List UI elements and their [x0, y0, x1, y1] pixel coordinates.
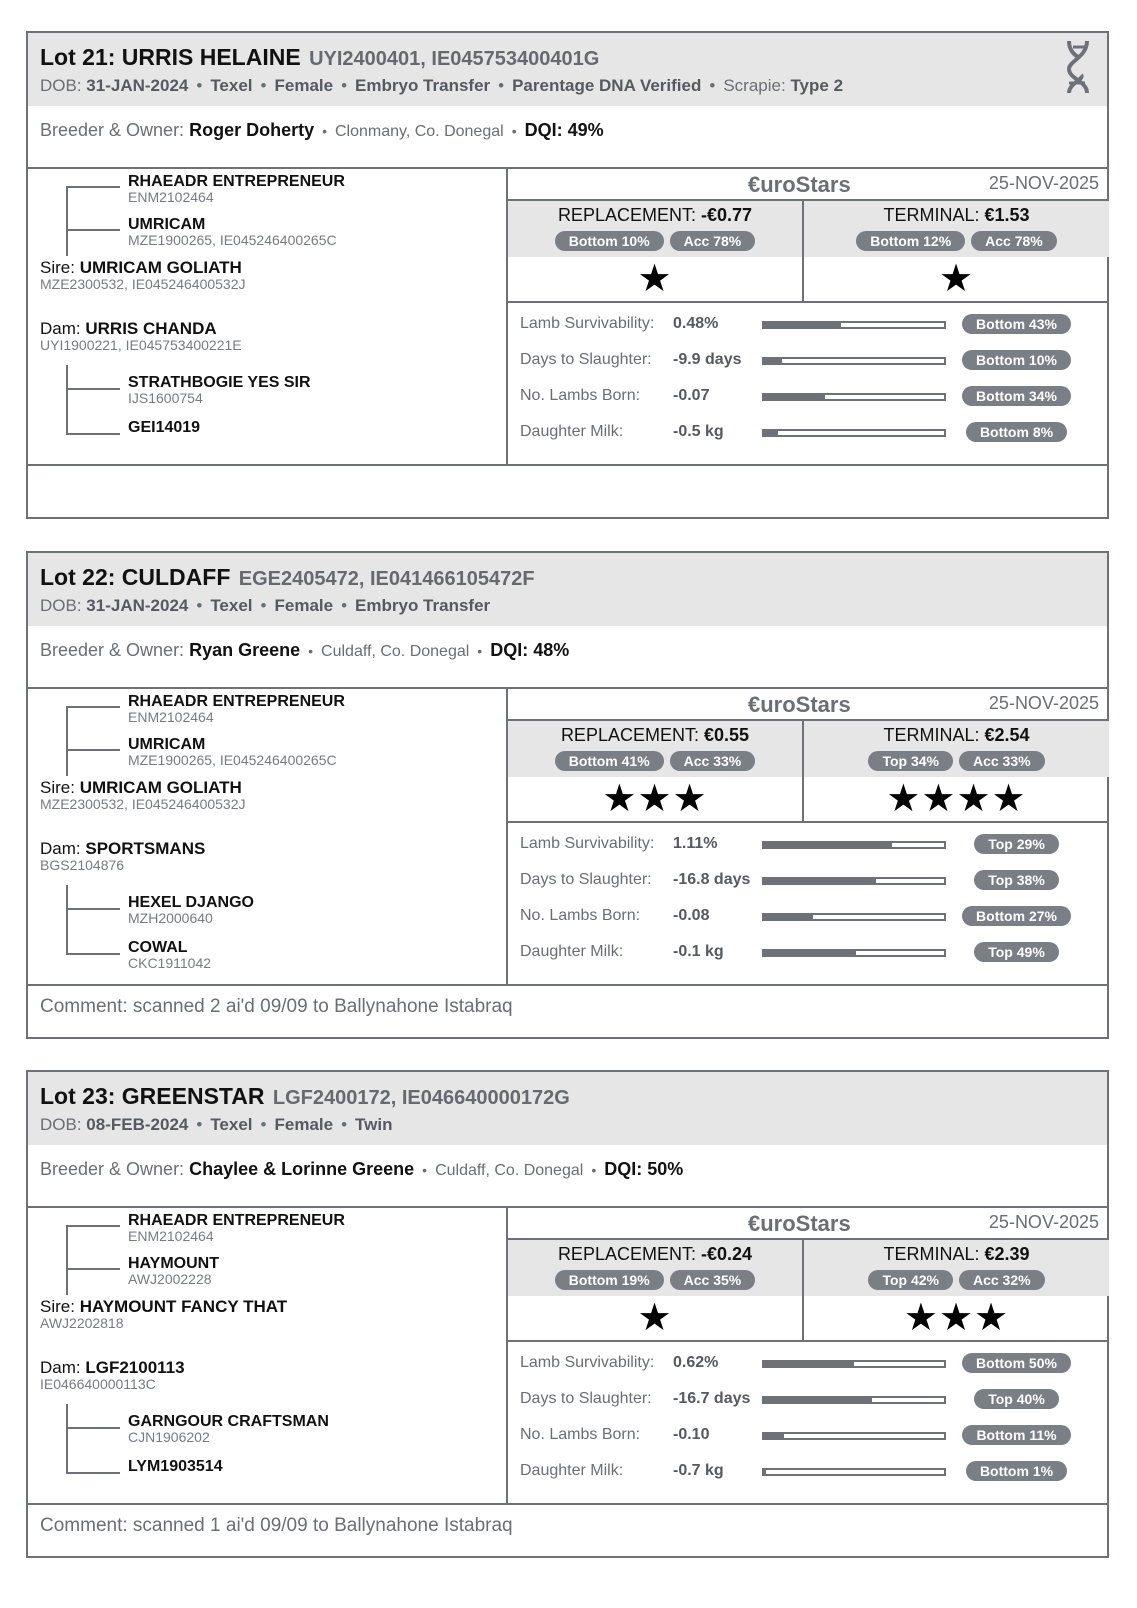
trait-rank: Bottom 34%: [962, 386, 1071, 406]
trait-rank: Bottom 1%: [966, 1461, 1067, 1481]
sire-sire-name: RHAEADR ENTREPRENEUR: [128, 693, 345, 710]
dam: Dam: SPORTSMANS: [40, 839, 206, 858]
sire: Sire: HAYMOUNT FANCY THAT: [40, 1297, 288, 1316]
terminal-value: €2.54: [984, 725, 1030, 745]
trait-bar: [762, 321, 946, 329]
dna-helix-icon: [1061, 39, 1097, 95]
trait-row: Daughter Milk: -0.1 kg Top 49%: [508, 938, 1109, 968]
terminal-rank: Top 42%: [868, 1270, 953, 1290]
trait-rank: Bottom 8%: [966, 422, 1067, 442]
lot-tags: LGF2400172, IE046640000172G: [272, 1087, 570, 1109]
replacement-acc: Acc 33%: [670, 751, 756, 771]
trait-bar: [762, 357, 946, 365]
trait-rank: Bottom 43%: [962, 314, 1071, 334]
terminal-stars: ★★★★: [886, 778, 1027, 820]
trait-row: Days to Slaughter: -16.8 days Top 38%: [508, 866, 1109, 896]
replacement-stars: ★★★: [602, 778, 708, 820]
sire-id: MZE2300532, IE045246400532J: [40, 796, 246, 812]
sire-id: MZE2300532, IE045246400532J: [40, 276, 246, 292]
terminal-stars: ★★★: [903, 1297, 1010, 1339]
replacement-stars: ★: [637, 1297, 673, 1339]
lot-card: [26, 31, 1109, 519]
dam-dam-id: CKC1911042: [128, 955, 212, 971]
trait-row: No. Lambs Born: -0.10 Bottom 11%: [508, 1421, 1109, 1451]
replacement-value: -€0.77: [701, 205, 753, 225]
sire-sire-id: ENM2102464: [128, 189, 214, 205]
lot-meta: DOB: 08-FEB-2024 • Texel • Female • Twin: [40, 1115, 393, 1134]
eurostars-panel: [508, 689, 1109, 984]
dam-sire-id: CJN1906202: [128, 1429, 210, 1445]
eurostars-brand: €uroStars: [748, 692, 851, 717]
dam-sire-name: HEXEL DJANGO: [128, 894, 254, 911]
breeder-line: Breeder & Owner: Ryan Greene • Culdaff, Co. Donegal • DQI: 48%: [40, 640, 570, 660]
terminal-rank: Bottom 12%: [856, 231, 965, 251]
replacement-value: €0.55: [704, 725, 750, 745]
replacement-rank: Bottom 19%: [555, 1270, 664, 1290]
eurostars-panel: [508, 1208, 1109, 1503]
trait-row: No. Lambs Born: -0.07 Bottom 34%: [508, 382, 1109, 412]
trait-rank: Bottom 50%: [962, 1353, 1071, 1373]
lot-header: [28, 33, 1107, 106]
replacement-stars: ★: [637, 258, 673, 300]
trait-bar: [762, 1360, 946, 1368]
trait-rank: Top 49%: [974, 942, 1059, 962]
scrapie-type: Type 2: [790, 76, 844, 95]
trait-bar: [762, 1432, 946, 1440]
trait-bar: [762, 841, 946, 849]
dam-dam-name: LYM1903514: [128, 1458, 223, 1475]
eurostars-date: 25-NOV-2025: [988, 173, 1099, 193]
trait-row: Lamb Survivability: 1.11% Top 29%: [508, 830, 1109, 860]
trait-row: Lamb Survivability: 0.48% Bottom 43%: [508, 310, 1109, 340]
eurostars-brand: €uroStars: [748, 1211, 851, 1236]
pedigree: [28, 1208, 506, 1503]
dob: 08-FEB-2024: [86, 1115, 189, 1134]
owner-name: Chaylee & Lorinne Greene: [189, 1159, 415, 1179]
lot-card: [26, 1070, 1109, 1558]
terminal-value: €2.39: [984, 1244, 1030, 1264]
lot-header: [28, 553, 1107, 626]
dam-sire-name: STRATHBOGIE YES SIR: [128, 374, 311, 391]
lot-title: Lot 22: CULDAFF EGE2405472, IE041466105472F: [40, 564, 535, 590]
terminal-acc: Acc 33%: [959, 751, 1045, 771]
dam: Dam: URRIS CHANDA: [40, 319, 217, 338]
trait-bar: [762, 429, 946, 437]
lot-tags: EGE2405472, IE041466105472F: [238, 568, 535, 590]
sire-sire-name: RHAEADR ENTREPRENEUR: [128, 1212, 345, 1229]
lot-comment: Comment: scanned 2 ai'd 09/09 to Ballynahone Istabraq: [40, 996, 513, 1017]
sire: Sire: UMRICAM GOLIATH: [40, 778, 242, 797]
trait-bar: [762, 877, 946, 885]
location: Culdaff, Co. Donegal: [321, 643, 470, 660]
dqi: DQI: 49%: [524, 120, 604, 140]
trait-rank: Bottom 11%: [962, 1425, 1070, 1445]
trait-row: No. Lambs Born: -0.08 Bottom 27%: [508, 902, 1109, 932]
trait-row: Days to Slaughter: -9.9 days Bottom 10%: [508, 346, 1109, 376]
replacement-acc: Acc 78%: [670, 231, 756, 251]
dam-id: BGS2104876: [40, 857, 125, 873]
sire-dam-name: HAYMOUNT: [128, 1255, 219, 1272]
dam-dam-name: GEI14019: [128, 419, 201, 436]
terminal-acc: Acc 32%: [959, 1270, 1045, 1290]
sire-sire-name: RHAEADR ENTREPRENEUR: [128, 173, 345, 190]
location: Clonmany, Co. Donegal: [335, 123, 504, 140]
trait-rank: Top 40%: [974, 1389, 1059, 1409]
breeder-line: Breeder & Owner: Chaylee & Lorinne Greene • Culdaff, Co. Donegal • DQI: 50%: [40, 1159, 684, 1179]
trait-row: Lamb Survivability: 0.62% Bottom 50%: [508, 1349, 1109, 1379]
sire-dam-id: MZE1900265, IE045246400265C: [128, 232, 337, 248]
trait-bar: [762, 913, 946, 921]
pedigree: [28, 689, 506, 984]
lot-title: Lot 21: URRIS HELAINE UYI2400401, IE045753400401G: [40, 44, 600, 70]
dqi: DQI: 50%: [604, 1159, 684, 1179]
terminal-acc: Acc 78%: [971, 231, 1057, 251]
pedigree: [28, 169, 506, 464]
terminal-index: TERMINAL: €1.53 Bottom 12% Acc 78% ★: [804, 201, 1109, 301]
sire-id: AWJ2202818: [40, 1315, 124, 1331]
sire-dam-id: MZE1900265, IE045246400265C: [128, 752, 337, 768]
trait-row: Days to Slaughter: -16.7 days Top 40%: [508, 1385, 1109, 1415]
sire-dam-name: UMRICAM: [128, 736, 206, 753]
replacement-index: REPLACEMENT: -€0.24 Bottom 19% Acc 35% ★: [508, 1240, 802, 1340]
eurostars-brand: €uroStars: [748, 172, 851, 197]
trait-rank: Bottom 27%: [962, 906, 1071, 926]
trait-bar: [762, 1468, 946, 1476]
trait-rank: Top 29%: [974, 834, 1059, 854]
breeder-line: Breeder & Owner: Roger Doherty • Clonmany, Co. Donegal • DQI: 49%: [40, 120, 604, 140]
lot-tags: UYI2400401, IE045753400401G: [309, 48, 600, 70]
dob: 31-JAN-2024: [86, 76, 189, 95]
lot-title: Lot 23: GREENSTAR LGF2400172, IE046640000172G: [40, 1083, 570, 1109]
lot-comment: Comment: scanned 1 ai'd 09/09 to Ballynahone Istabraq: [40, 1515, 513, 1536]
sire-sire-id: ENM2102464: [128, 1228, 214, 1244]
terminal-stars: ★: [938, 258, 975, 300]
dqi: DQI: 48%: [490, 640, 570, 660]
dam-sire-id: MZH2000640: [128, 910, 213, 926]
replacement-rank: Bottom 41%: [555, 751, 664, 771]
lot-card: [26, 551, 1109, 1039]
trait-rank: Bottom 10%: [962, 350, 1071, 370]
terminal-rank: Top 34%: [868, 751, 953, 771]
dam-id: IE046640000113C: [40, 1376, 156, 1392]
lot-header: [28, 1072, 1107, 1145]
owner-name: Ryan Greene: [189, 640, 301, 660]
replacement-acc: Acc 35%: [670, 1270, 756, 1290]
trait-bar: [762, 949, 946, 957]
dam-sire-name: GARNGOUR CRAFTSMAN: [128, 1413, 329, 1430]
dam-dam-name: COWAL: [128, 939, 188, 956]
lot-meta: DOB: 31-JAN-2024 • Texel • Female • Embryo Transfer • Parentage DNA Verified • Scrapie: Type 2: [40, 76, 844, 95]
sire-dam-name: UMRICAM: [128, 216, 206, 233]
dam-sire-id: IJS1600754: [128, 390, 203, 406]
eurostars-panel: [508, 169, 1109, 464]
replacement-index: REPLACEMENT: €0.55 Bottom 41% Acc 33% ★★★: [508, 721, 802, 821]
trait-rank: Top 38%: [974, 870, 1059, 890]
replacement-rank: Bottom 10%: [555, 231, 664, 251]
dam-id: UYI1900221, IE045753400221E: [40, 337, 242, 353]
trait-row: Daughter Milk: -0.7 kg Bottom 1%: [508, 1457, 1109, 1487]
sire: Sire: UMRICAM GOLIATH: [40, 258, 242, 277]
lot-meta: DOB: 31-JAN-2024 • Texel • Female • Embryo Transfer: [40, 596, 491, 615]
owner-name: Roger Doherty: [189, 120, 315, 140]
eurostars-date: 25-NOV-2025: [988, 693, 1099, 713]
replacement-value: -€0.24: [701, 1244, 753, 1264]
trait-bar: [762, 1396, 946, 1404]
trait-row: Daughter Milk: -0.5 kg Bottom 8%: [508, 418, 1109, 448]
trait-bar: [762, 393, 946, 401]
terminal-index: TERMINAL: €2.54 Top 34% Acc 33% ★★★★: [804, 721, 1109, 821]
terminal-value: €1.53: [984, 205, 1030, 225]
sire-sire-id: ENM2102464: [128, 709, 214, 725]
dam: Dam: LGF2100113: [40, 1358, 185, 1377]
terminal-index: TERMINAL: €2.39 Top 42% Acc 32% ★★★: [804, 1240, 1109, 1340]
dob: 31-JAN-2024: [86, 596, 189, 615]
location: Culdaff, Co. Donegal: [435, 1162, 584, 1179]
eurostars-date: 25-NOV-2025: [988, 1212, 1099, 1232]
sire-dam-id: AWJ2002228: [128, 1271, 212, 1287]
replacement-index: REPLACEMENT: -€0.77 Bottom 10% Acc 78% ★: [508, 201, 802, 301]
